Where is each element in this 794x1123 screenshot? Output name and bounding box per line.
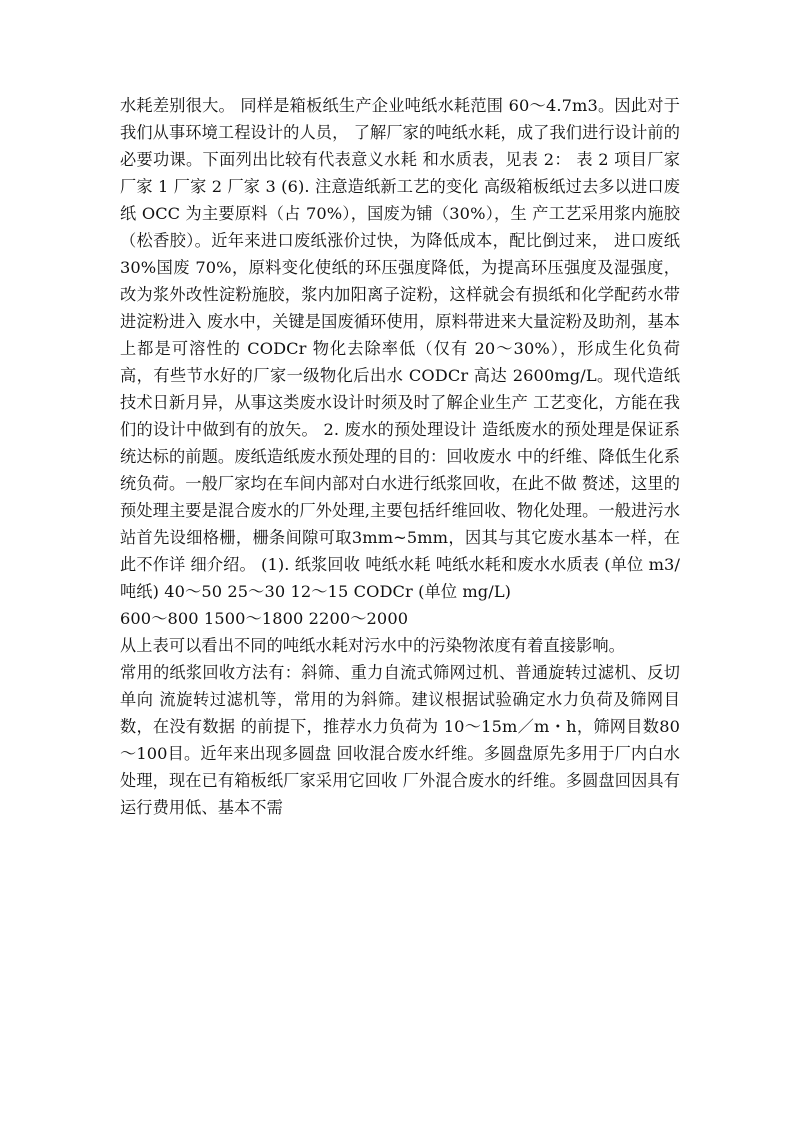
paragraph-table-conclusion: 从上表可以看出不同的吨纸水耗对污水中的污染物浓度有着直接影响。 bbox=[120, 636, 625, 655]
paragraph-water-consumption: 水耗差别很大。 同样是箱板纸生产企业吨纸水耗范围 60～4.7m3。因此对于我们从事环境工程设计的人员， 了解厂家的吨纸水耗，成了我们进行设计前的必要功课。下面列出比较有代表意义水耗 和水质表，见表 2： 表 2 项目厂家 厂家 1 厂家 2 厂家 3 (6). 注意造纸新工艺的变化 高级箱板纸过去多以进口废纸 OCC 为主要原料（占 70%），国废为铺（30%），生 产工艺采用浆内施胶（松香胶）。近年来进口废纸涨价过快，为降低成本，配比倒过来， 进口废纸 30%国废 70%，原料变化使纸的环压强度降低，为提高环压强度及湿强度，改为浆外改性淀粉施胶，浆内加阳离子淀粉，这样就会有损纸和化学配药水带进淀粉进入 废水中，关键是国废循环使用，原料带进来大量淀粉及助剂，基本上都是可溶性的 CODCr 物化去除率低（仅有 20～30%），形成生化负荷高，有些节水好的厂家一级物化后出水 CODCr 高达 2600mg/L。现代造纸技术日新月异，从事这类废水设计时须及时了解企业生产 工艺变化，方能在我们的设计中做到有的放矢。 2. 废水的预处理设计 造纸废水的预处理是保证系统达标的前题。废纸造纸废水预处理的目的：回收废水 中的纤维、降低生化系统负荷。一般厂家均在车间内部对白水进行纸浆回收，在此不做 赘述，这里的预处理主要是混合废水的厂外处理,主要包括纤维回收、物化处理。一般进污水站首先设细格栅，栅条间隙可取3mm~5mm，因其与其它废水基本一样，在此不作详 细介绍。 (1). 纸浆回收 吨纸水耗 吨纸水耗和废水水质表 (单位 m3/吨纸) 40～50 25～30 12～15 CODCr (单位 mg/L) bbox=[120, 96, 680, 601]
paragraph-pulp-recovery-methods: 常用的纸浆回收方法有：斜筛、重力自流式筛网过机、普通旋转过滤机、反切单向 流旋转过滤机等，常用的为斜筛。建议根据试验确定水力负荷及筛网目数，在没有数据 的前提下，推荐水力负荷为 10～15m／m・h，筛网目数80～100目。近年来出现多圆盘 回收混合废水纤维。多圆盘原先多用于厂内白水处理，现在已有箱板纸厂家采用它回收 厂外混合废水的纤维。多圆盘回因具有运行费用低、基本不需 bbox=[120, 663, 680, 817]
document-body bbox=[120, 92, 680, 821]
paragraph-cod-values: 600～800 1500～1800 2200～2000 bbox=[120, 609, 409, 628]
